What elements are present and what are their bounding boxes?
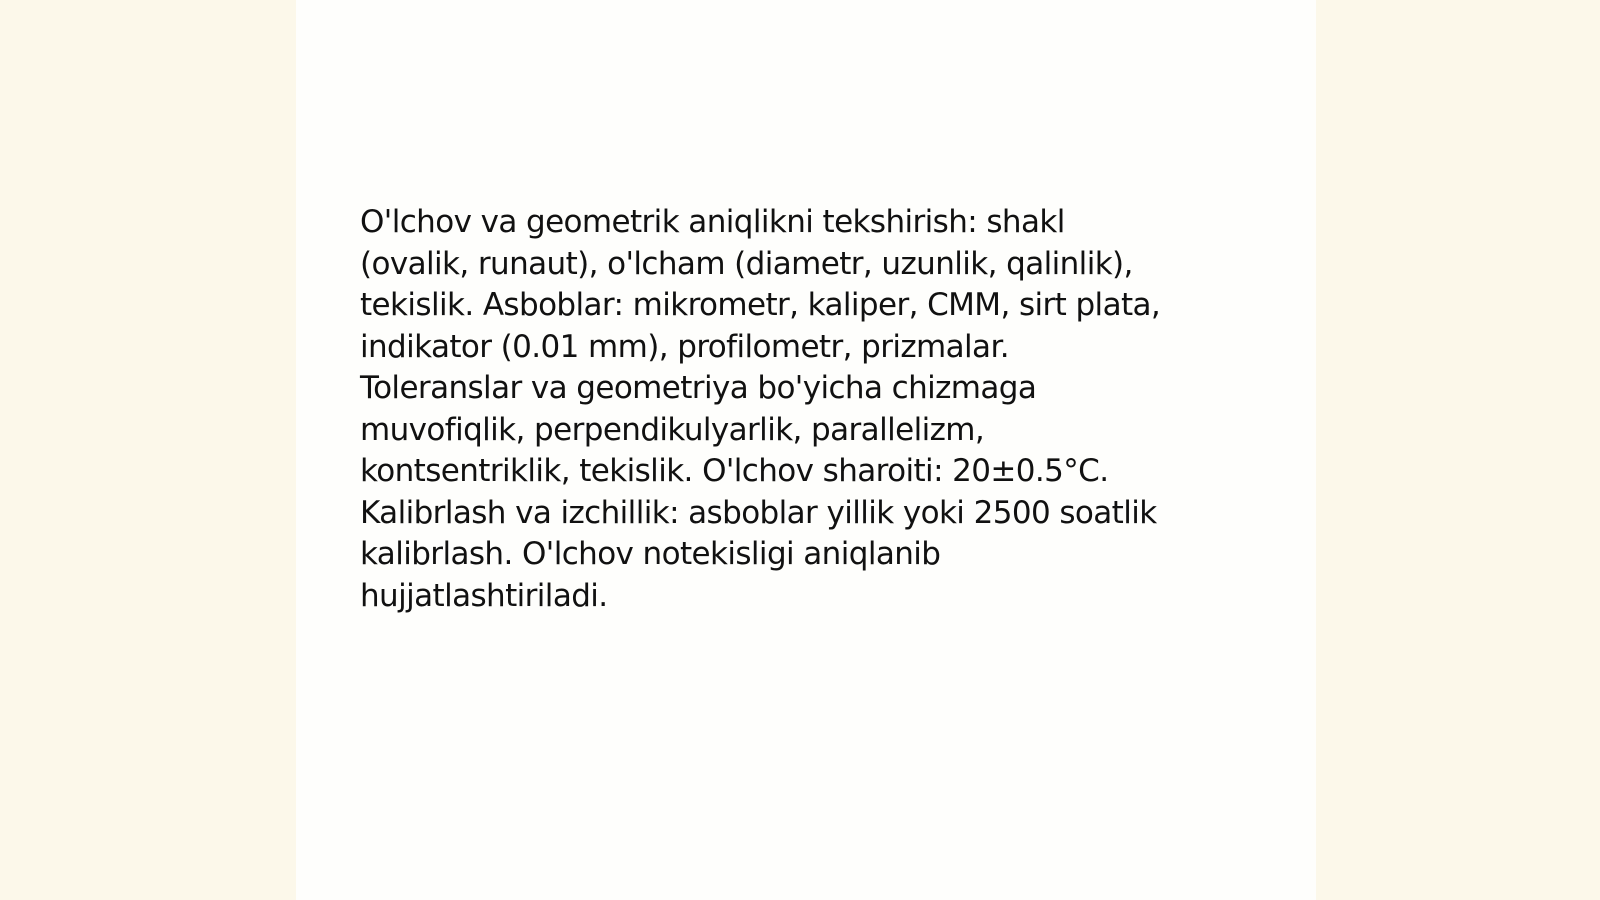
text-line: Toleranslar va geometriya bo'yicha chizmaga: [360, 370, 1037, 406]
text-line: tekislik. Asboblar: mikrometr, kaliper, CMM, sirt plata,: [360, 287, 1161, 323]
text-line: kalibrlash. O'lchov notekisligi aniqlanib: [360, 536, 941, 572]
body-paragraph: [360, 202, 1240, 617]
text-line: O'lchov va geometrik aniqlikni tekshirish: shakl: [360, 204, 1065, 240]
text-line: muvofiqlik, perpendikulyarlik, parallelizm,: [360, 411, 985, 448]
text-line: indikator (0.01 mm), profilometr, prizmalar.: [360, 328, 1010, 365]
text-line: Kalibrlash va izchillik: asboblar yillik yoki 2500 soatlik: [360, 494, 1157, 531]
text-line: hujjatlashtiriladi.: [360, 577, 608, 614]
text-line: (ovalik, runaut), o'lcham (diametr, uzunlik, qalinlik),: [360, 245, 1133, 282]
text-line: kontsentriklik, tekislik. O'lchov sharoiti: 20±0.5°C.: [360, 453, 1109, 489]
document-slide: [296, 0, 1316, 900]
